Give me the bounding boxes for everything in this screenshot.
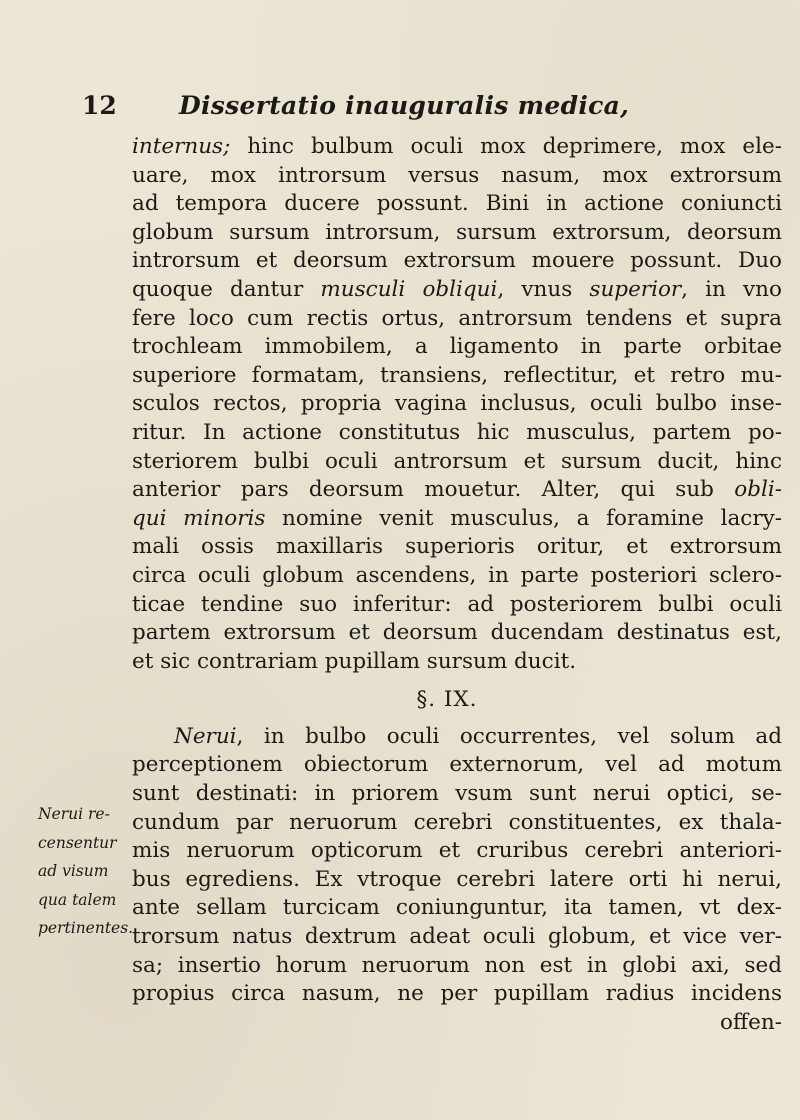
italic-span: Nerui (174, 723, 237, 749)
italic-span: musculi obliqui (320, 276, 498, 302)
text-span: fere loco cum rectis ortus, antrorsum tendens et supra (132, 305, 782, 331)
italic-span: obli- (734, 477, 782, 503)
text-span: globum sursum introrsum, sursum extrorsum, deorsum (132, 219, 782, 245)
text-span: superiore formatam, transiens, reflectitur, et retro mu- (132, 362, 782, 388)
margin-note-line: censentur (38, 833, 117, 852)
running-title: Dissertatio inauguralis medica, (179, 91, 630, 120)
text-line (132, 894, 782, 923)
text-line (132, 533, 782, 562)
text-span: circa oculi globum ascendens, in parte posteriori sclero- (132, 562, 782, 588)
paragraph-ix (132, 723, 782, 1009)
text-span: et sic contrariam pupillam sursum ducit. (132, 648, 577, 674)
text-span: steriorem bulbi oculi antrorsum et sursum ducit, hinc (132, 448, 782, 474)
text-line (132, 305, 782, 334)
text-span: bus egrediens. Ex vtroque cerebri latere orti hi nerui, (132, 866, 782, 892)
margin-note (38, 800, 134, 943)
text-span: trorsum natus dextrum adeat oculi globum, et vice ver- (132, 924, 782, 950)
text-line (132, 247, 782, 276)
margin-note-line: ad visum (38, 862, 109, 881)
margin-note-line: pertinentes. (38, 919, 134, 938)
text-span: quoque dantur (132, 276, 321, 302)
text-line (132, 276, 782, 305)
text-line (132, 648, 782, 677)
italic-span: internus; (132, 134, 231, 159)
text-line (132, 448, 782, 477)
text-line (132, 723, 782, 752)
text-span: cundum par neruorum cerebri constituentes, ex thala- (132, 809, 782, 835)
text-span: ticae tendine suo inferitur: ad posteriorem bulbi oculi (132, 591, 782, 617)
paragraph-viii-end (132, 133, 782, 676)
text-line (132, 419, 782, 448)
text-line (132, 219, 782, 248)
text-line (132, 362, 782, 391)
text-span: sculos rectos, propria vagina inclusus, oculi bulbo inse- (132, 391, 782, 417)
text-span: sunt destinati: in priorem vsum sunt nerui optici, se- (132, 781, 782, 807)
text-span: sa; insertio horum neruorum non est in globi axi, sed (132, 952, 782, 978)
text-span: mali ossis maxillaris superioris oritur, et extrorsum (132, 534, 782, 560)
text-span: trochleam immobilem, a ligamento in parte orbitae (132, 334, 782, 360)
body-text (132, 133, 782, 1037)
text-line (132, 837, 782, 866)
margin-note-line: Nerui re- (38, 805, 110, 823)
italic-span: qui minoris (132, 505, 266, 531)
catchword: offen- (719, 1009, 782, 1035)
text-span: propius circa nasum, ne per pupillam radius incidens (132, 981, 782, 1007)
text-line (132, 751, 782, 780)
text-span: nomine venit musculus, a foramine lacry- (265, 505, 783, 531)
page-header (82, 86, 782, 126)
text-span: introrsum et deorsum extrorsum mouere possunt. Duo (132, 248, 782, 274)
margin-note-line: qua talem (38, 890, 117, 909)
text-line (132, 866, 782, 895)
text-line (132, 923, 782, 952)
text-line (132, 809, 782, 838)
text-span: ante sellam turcicam coniunguntur, ita tamen, vt dex- (132, 895, 782, 921)
text-line (132, 476, 782, 505)
text-line (132, 390, 782, 419)
text-span: hinc bulbum oculi mox deprimere, mox ele- (230, 134, 782, 159)
text-span: ad tempora ducere possunt. Bini in actione coniuncti (132, 191, 782, 217)
text-span: , vnus (497, 276, 590, 302)
text-span: perceptionem obiectorum externorum, vel ad motum (132, 752, 782, 778)
text-span: , in bulbo oculi occurrentes, vel solum ad (236, 723, 782, 749)
page-number: 12 (82, 91, 117, 120)
italic-span: superior (589, 276, 682, 302)
text-line (132, 162, 782, 191)
text-line (132, 591, 782, 620)
section-heading: §. IX. (416, 687, 478, 713)
text-line (132, 780, 782, 809)
text-line (132, 562, 782, 591)
text-line (132, 333, 782, 362)
text-line (132, 505, 782, 534)
text-line (132, 952, 782, 981)
text-span: ritur. In actione constitutus hic musculus, partem po- (132, 419, 782, 445)
text-line (132, 619, 782, 648)
text-span: , in vno (681, 276, 782, 302)
text-line (132, 980, 782, 1009)
text-span: mis neruorum opticorum et cruribus cerebri anteriori- (132, 838, 782, 864)
text-span: partem extrorsum et deorsum ducendam destinatus est, (132, 620, 782, 646)
text-span: anterior pars deorsum mouetur. Alter, qui sub (132, 477, 735, 503)
text-line (132, 190, 782, 219)
text-line (132, 133, 782, 162)
text-span: uare, mox introrsum versus nasum, mox extrorsum (132, 162, 782, 188)
